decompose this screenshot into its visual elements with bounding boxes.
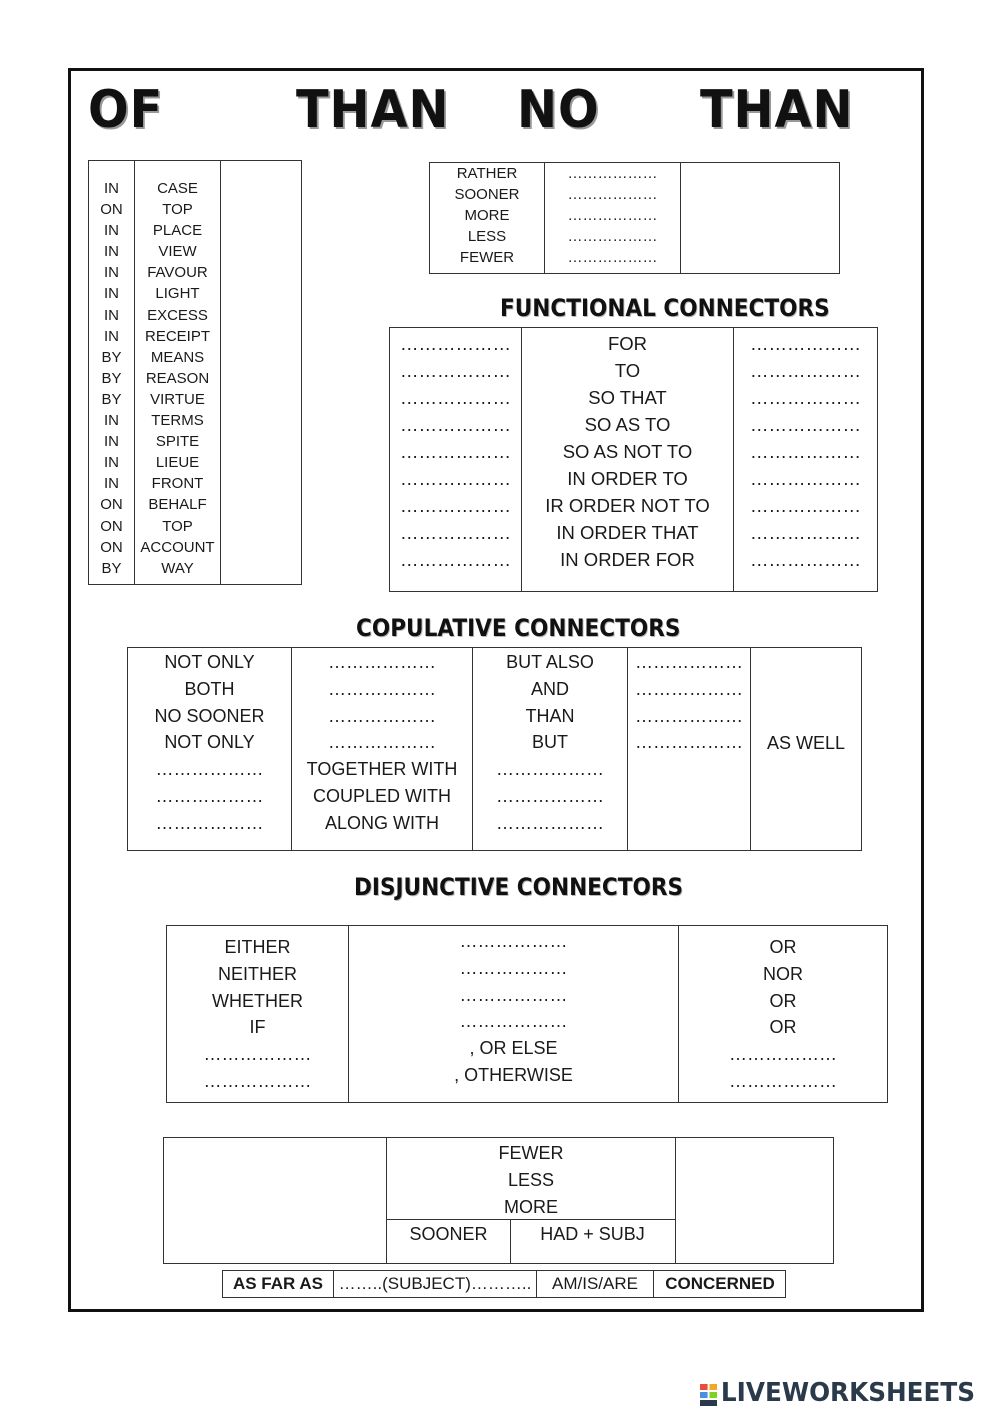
cell-text: , OR ELSE [469, 1038, 558, 1059]
cell-text: IN [104, 285, 119, 303]
cell-text: FEWER [498, 1143, 564, 1163]
cell-text: ……………… [635, 732, 743, 753]
prepositions-table [88, 160, 302, 585]
cell-text: IF [249, 1017, 266, 1038]
cell-text: ……………… [750, 333, 861, 354]
cell-text: NOR [763, 963, 803, 984]
functional-left-col [390, 328, 522, 591]
comparison-upper-list [387, 1138, 675, 1220]
comparison-right-cell [676, 1138, 833, 1263]
cell-text: ……………… [567, 228, 658, 246]
as-far-as-cell: AS FAR AS [223, 1271, 334, 1297]
cell-text: OR [769, 990, 797, 1011]
cell-text: SO AS NOT TO [562, 441, 693, 462]
cell-text: IN [104, 180, 119, 197]
cell-text: LESS [467, 228, 507, 246]
cell-text: ……………… [459, 984, 568, 1005]
cell-text: FOR [607, 333, 648, 354]
cell-text: ……………… [155, 785, 264, 806]
cell-text: MORE [464, 207, 510, 225]
cell-text: ……………… [729, 1070, 837, 1091]
cell-text: ……………… [459, 957, 568, 978]
liveworksheets-watermark [700, 1378, 975, 1408]
cell-text: REASON [145, 369, 210, 387]
header-word-no: NO [517, 80, 600, 140]
cell-text: IN [104, 222, 119, 240]
cell-text: ……………… [567, 165, 658, 182]
cell-text: THAN [525, 705, 575, 726]
cell-text: ON [100, 496, 123, 514]
cell-text: BEHALF [148, 496, 207, 514]
cell-text: BY [101, 369, 122, 387]
cell-text: FRONT [151, 475, 204, 493]
cell-text: ALONG WITH [324, 812, 439, 833]
cell-text: ……………… [400, 549, 511, 570]
cell-text: TO [614, 360, 641, 381]
cell-text: SPITE [155, 433, 200, 451]
cell-text: ……………… [750, 441, 861, 462]
cell-text: ……………… [459, 931, 568, 951]
cell-text: IN [104, 264, 119, 282]
cell-text: ……………… [400, 333, 511, 354]
cell-text: IN [104, 327, 119, 345]
cell-text: ……………… [635, 652, 743, 672]
cell-text: ……………… [635, 705, 743, 726]
cell-text: ……………… [203, 1044, 312, 1065]
cell-text: LIGHT [155, 285, 200, 303]
copulative-col-1 [128, 648, 292, 850]
cell-text: FEWER [459, 249, 515, 267]
cell-text: ……………… [400, 387, 511, 408]
concerned-cell: CONCERNED [665, 1274, 775, 1293]
cell-text: COUPLED WITH [312, 785, 451, 806]
had-subj-cell: HAD + SUBJ [540, 1224, 645, 1244]
cell-text: ……………… [567, 249, 658, 267]
comparison-middle-cell [387, 1138, 676, 1263]
cell-text: ……………… [328, 732, 436, 753]
header-word-than-1: THAN [296, 80, 450, 140]
cell-text: IN ORDER FOR [560, 549, 695, 570]
cell-text: ……………… [750, 549, 861, 570]
cell-text: ……………… [155, 759, 264, 780]
functional-right-col [734, 328, 877, 591]
cell-text: ……………… [400, 360, 511, 381]
prepositions-col-1 [89, 161, 135, 584]
disjunctive-table [166, 925, 888, 1103]
cell-text: EXCESS [147, 306, 208, 324]
cell-text: TOP [162, 201, 193, 219]
cell-text: OR [769, 937, 797, 957]
cell-text: ……………… [750, 522, 861, 543]
cell-text: ……………… [729, 1044, 837, 1065]
cell-text: LIEUE [155, 454, 200, 472]
cell-text: IR ORDER NOT TO [545, 495, 710, 516]
cell-text: WHETHER [212, 990, 303, 1011]
cell-text: ……………… [750, 360, 861, 381]
functional-heading: FUNCTIONAL CONNECTORS [500, 294, 830, 322]
cell-text: AND [530, 678, 569, 699]
copulative-col-4 [628, 648, 751, 850]
copulative-col-3 [473, 648, 628, 850]
cell-text: ON [100, 201, 123, 219]
cell-text: IN [104, 454, 119, 472]
cell-text: MORE [504, 1196, 558, 1217]
cell-text: SOONER [454, 186, 520, 204]
prepositions-answer-col [221, 161, 301, 584]
cell-text: TOP [162, 517, 193, 535]
disjunctive-col-2 [349, 926, 679, 1102]
prepositions-col-2 [135, 161, 221, 584]
cell-text: ……………… [750, 495, 861, 516]
disjunctive-heading: DISJUNCTIVE CONNECTORS [354, 873, 684, 901]
copulative-heading: COPULATIVE CONNECTORS [356, 614, 681, 642]
cell-text: ACCOUNT [140, 538, 215, 556]
comparison-left-cell [164, 1138, 387, 1263]
cell-text: NEITHER [217, 963, 297, 984]
cell-text: BY [101, 390, 122, 408]
cell-text: IN ORDER TO [567, 468, 688, 489]
cell-text: CASE [157, 180, 198, 197]
cell-text: , OTHERWISE [454, 1064, 573, 1085]
cell-text: ……………… [496, 812, 604, 833]
cell-text: ……………… [203, 1070, 312, 1091]
liveworksheets-logo-icon [700, 1383, 717, 1405]
cell-text: ……………… [750, 414, 861, 435]
comparison-lower-row [387, 1219, 675, 1263]
comparatives-col-2 [545, 163, 681, 273]
cell-text: ON [100, 538, 123, 556]
comparatives-col-1 [430, 163, 545, 273]
disjunctive-col-1 [167, 926, 349, 1102]
cell-text: ……………… [400, 468, 511, 489]
cell-text: ……………… [400, 522, 511, 543]
cell-text: NOT ONLY [164, 732, 255, 753]
sooner-cell: SOONER [387, 1220, 511, 1263]
cell-text: OR [769, 1017, 797, 1038]
cell-text: ……………… [567, 207, 658, 225]
cell-text: ……………… [155, 812, 264, 833]
cell-text: ……………… [496, 785, 604, 806]
copulative-col-5 [751, 648, 861, 850]
functional-middle-col [522, 328, 734, 591]
cell-text: BY [101, 348, 122, 366]
cell-text: ……………… [496, 759, 604, 780]
cell-text: ……………… [750, 468, 861, 489]
cell-text: MEANS [150, 348, 205, 366]
header-word-than-2: THAN [700, 80, 854, 140]
cell-text: PLACE [152, 222, 203, 240]
cell-text: ……………… [750, 387, 861, 408]
subject-cell: ……..(SUBJECT)……….. [334, 1271, 537, 1297]
cell-text: TERMS [151, 412, 204, 430]
cell-text: VIRTUE [150, 390, 205, 408]
cell-text: ……………… [400, 441, 511, 462]
cell-text: IN [104, 412, 119, 430]
cell-text: FAVOUR [147, 264, 208, 282]
am-is-are-cell: AM/IS/ARE [537, 1271, 654, 1297]
cell-text: ……………… [328, 705, 436, 726]
cell-text: BUT ALSO [506, 652, 594, 672]
as-far-as-row [222, 1270, 786, 1298]
cell-text: RECEIPT [144, 327, 210, 345]
cell-text: RATHER [456, 165, 518, 182]
cell-text: IN [104, 475, 119, 493]
cell-text: VIEW [158, 243, 197, 261]
cell-text: BUT [532, 732, 568, 753]
comparatives-answer-col [681, 163, 839, 273]
comparison-table [163, 1137, 834, 1264]
cell-text: ……………… [567, 186, 658, 204]
header-word-of: OF [88, 80, 164, 140]
copulative-col-2 [292, 648, 473, 850]
cell-text: IN [104, 433, 119, 451]
cell-text: IN ORDER THAT [556, 522, 699, 543]
cell-text: IN [104, 306, 119, 324]
cell-text: NOT ONLY [164, 652, 255, 672]
cell-text: ……………… [635, 678, 743, 699]
functional-table [389, 327, 878, 592]
cell-text: BOTH [184, 678, 235, 699]
disjunctive-col-3 [679, 926, 887, 1102]
cell-text: SO AS TO [584, 414, 671, 435]
comparatives-table [429, 162, 840, 274]
cell-text: EITHER [224, 937, 291, 957]
cell-text: NO SOONER [154, 705, 265, 726]
cell-text: ……………… [400, 495, 511, 516]
cell-text: BY [101, 559, 122, 577]
cell-text: ……………… [328, 678, 436, 699]
copulative-table [127, 647, 862, 851]
cell-text: TOGETHER WITH [306, 759, 458, 780]
cell-text: ……………… [459, 1011, 568, 1032]
cell-text: LESS [507, 1169, 555, 1190]
cell-text: AS WELL [766, 733, 846, 753]
cell-text: SO THAT [588, 387, 667, 408]
cell-text: ……………… [400, 414, 511, 435]
watermark-text: LIVEWORKSHEETS [720, 1378, 976, 1408]
cell-text: ON [100, 517, 123, 535]
cell-text: ……………… [328, 652, 436, 672]
cell-text: IN [104, 243, 119, 261]
cell-text: WAY [161, 559, 194, 577]
